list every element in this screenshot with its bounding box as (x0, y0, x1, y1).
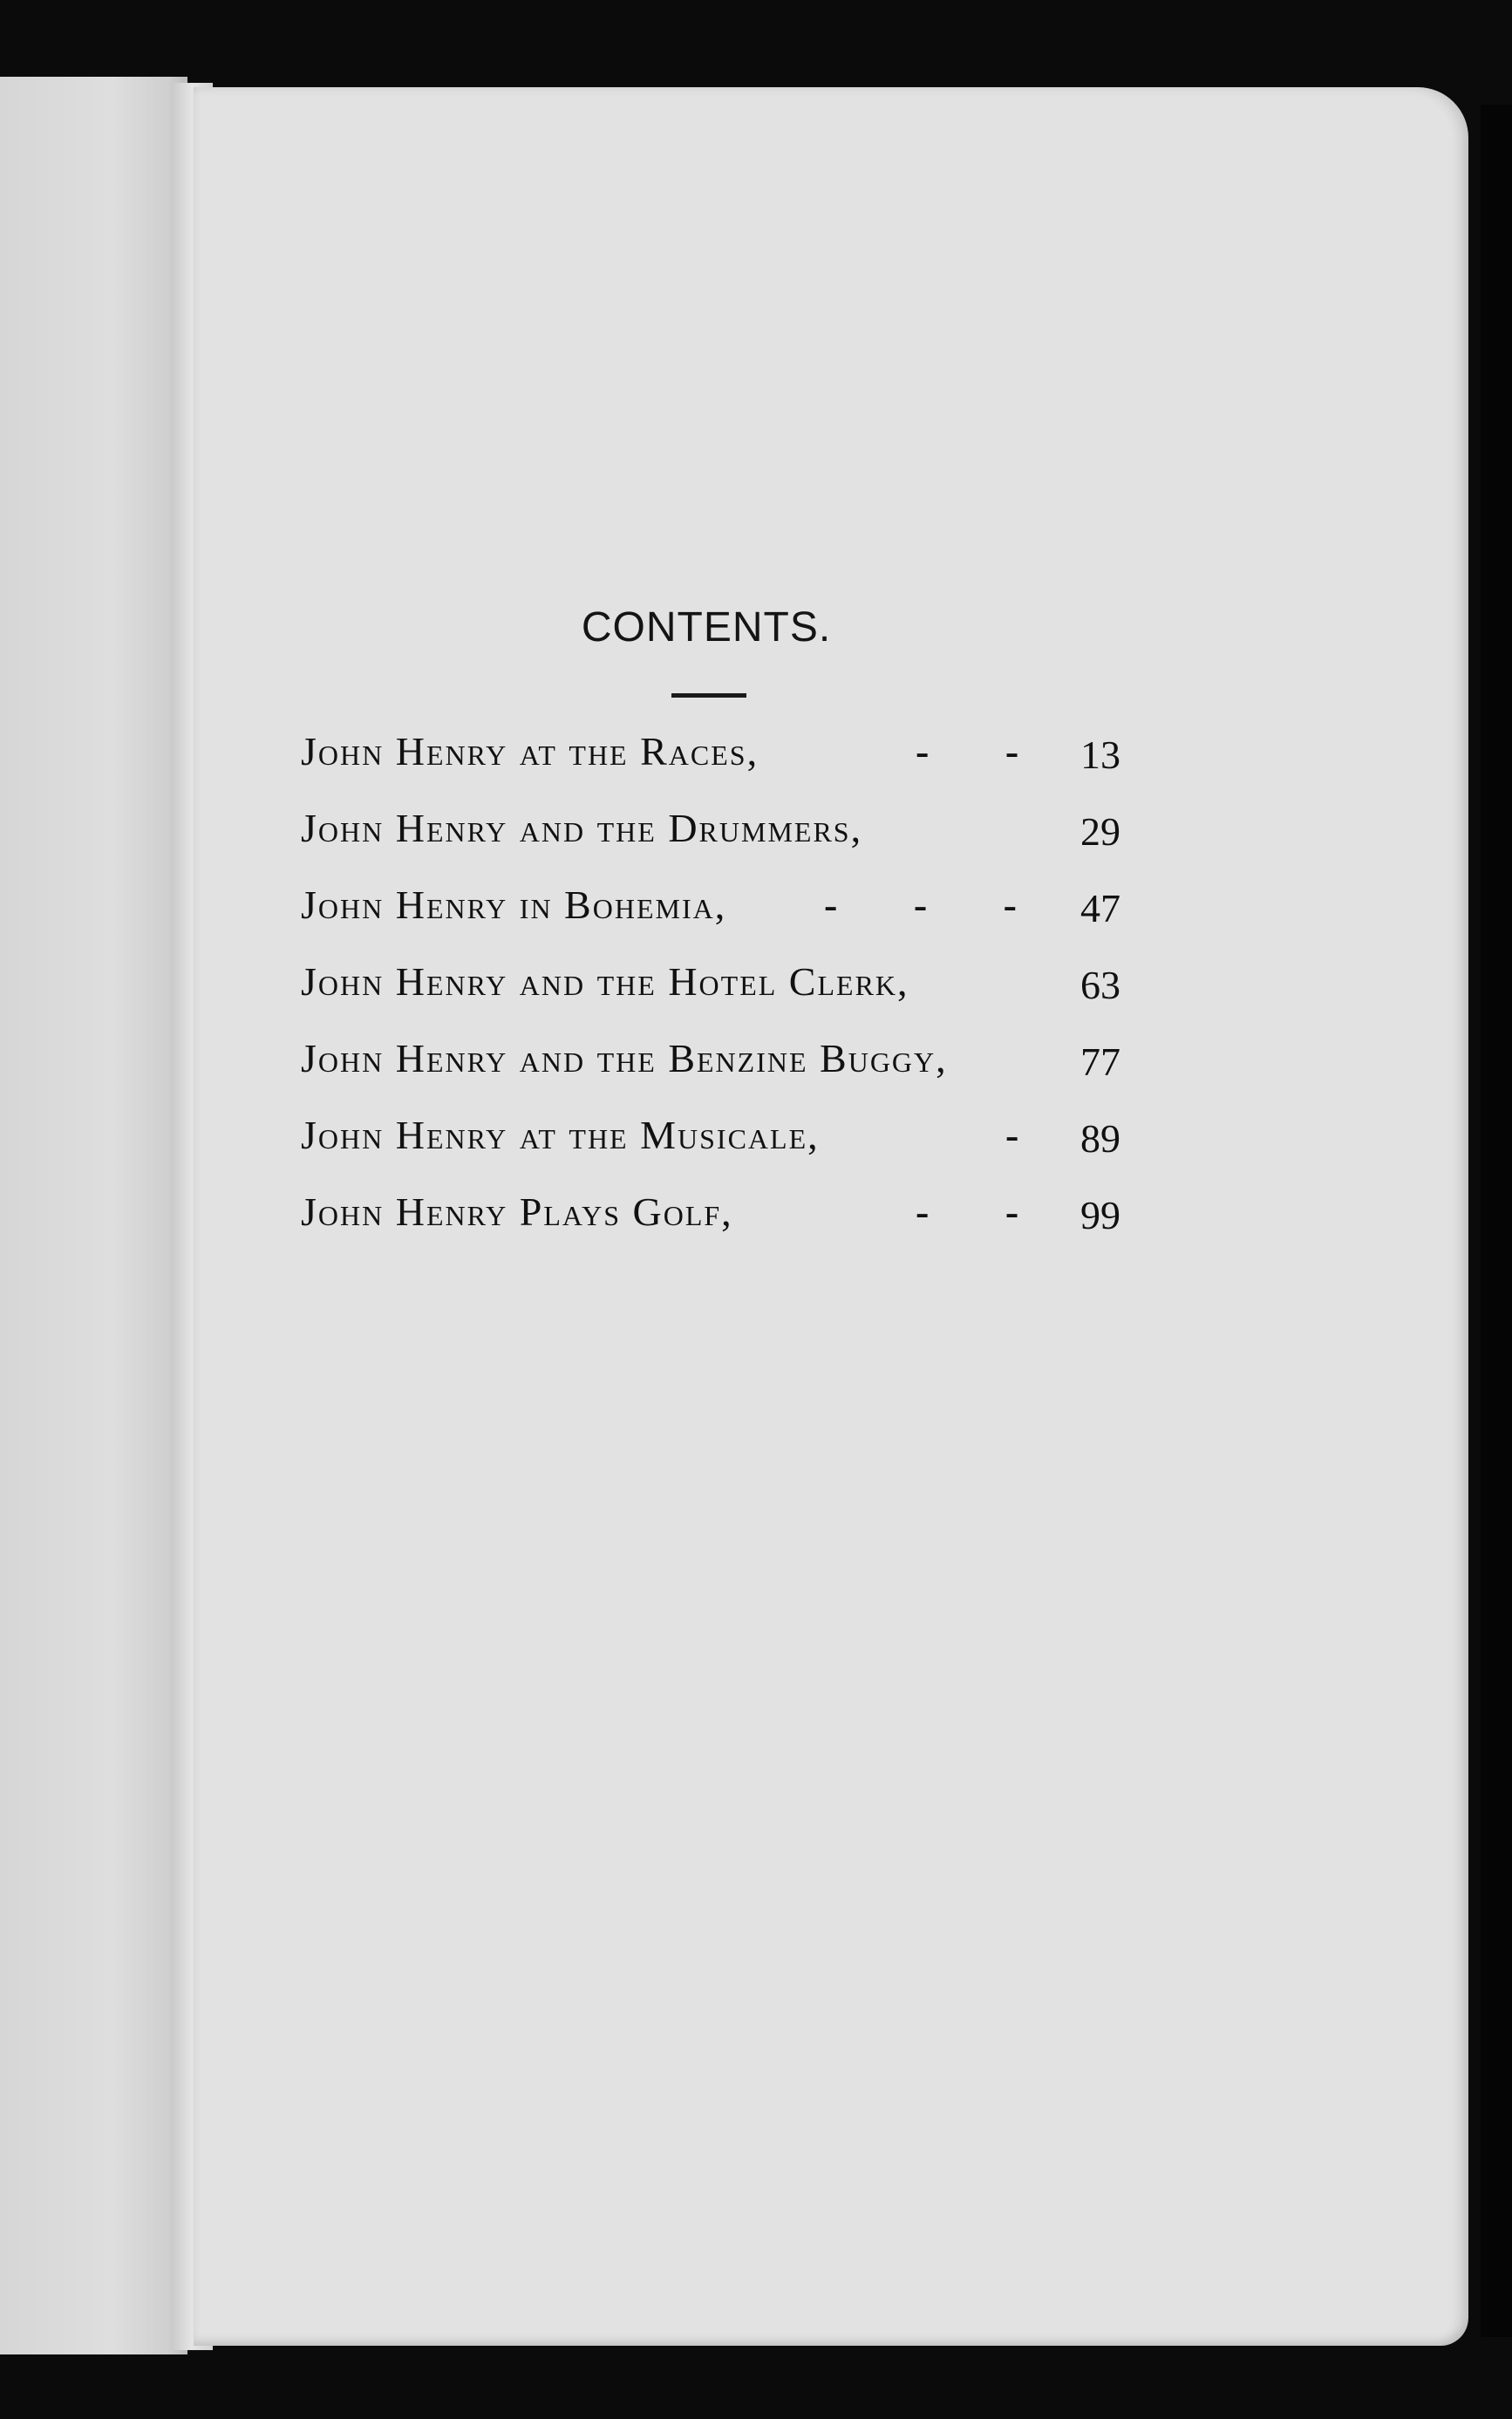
toc-page-number: 63 (1080, 963, 1120, 1007)
toc-entry-title: John Henry at the Musicale, (301, 1113, 820, 1157)
toc-entry (301, 805, 1120, 869)
toc-page-number: 29 (1080, 809, 1120, 854)
toc-entry (301, 728, 1120, 793)
toc-entry (301, 1189, 1120, 1253)
toc-entry-title: John Henry in Bohemia, (301, 882, 727, 927)
toc-entry (301, 882, 1120, 946)
title-rule (671, 693, 746, 698)
toc-page-number: 13 (1080, 733, 1120, 777)
toc-entry-title: John Henry and the Benzine Buggy, (301, 1036, 948, 1080)
toc-entry-title: John Henry and the Hotel Clerk, (301, 959, 909, 1004)
toc-entry (301, 1035, 1120, 1100)
toc-leader: - - (916, 729, 1052, 773)
toc-page-number: 89 (1080, 1116, 1120, 1161)
toc-leader: - - - (824, 882, 1050, 927)
toc-leader: - (1005, 1113, 1052, 1157)
toc-entry-title: John Henry and the Drummers, (301, 806, 863, 850)
facing-page (0, 77, 187, 2354)
toc-entry-title: John Henry Plays Golf, (301, 1189, 733, 1234)
toc-page-number: 99 (1080, 1193, 1120, 1237)
toc-page-number: 77 (1080, 1039, 1120, 1084)
toc-entry (301, 958, 1120, 1023)
toc-entry (301, 1112, 1120, 1176)
page-title: CONTENTS. (581, 604, 832, 651)
toc-leader: - - (916, 1189, 1052, 1234)
toc-page-number: 47 (1080, 886, 1120, 930)
page-edge-shadow (1481, 105, 1512, 2337)
toc-entry-title: John Henry at the Races, (301, 729, 759, 773)
